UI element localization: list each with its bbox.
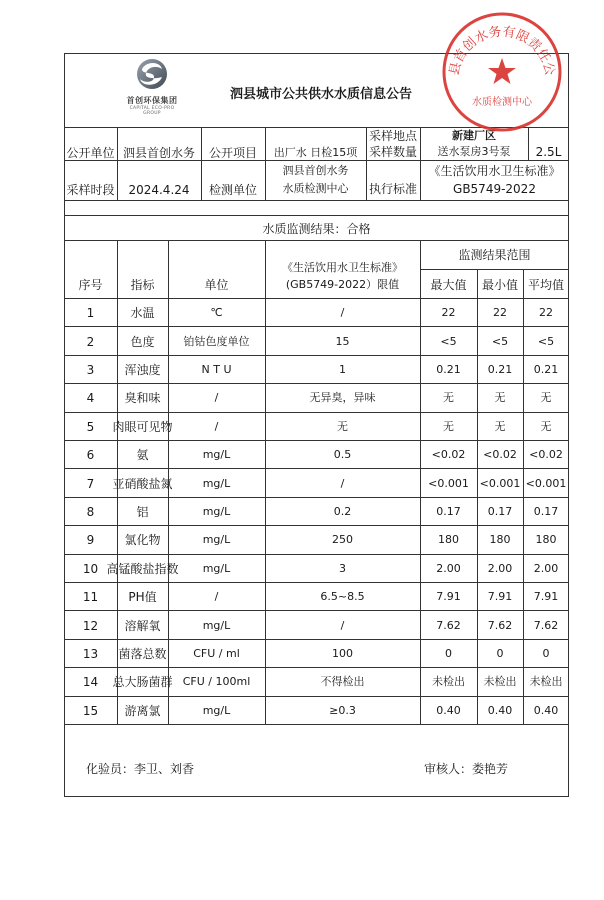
label-testing-unit: 检测单位 — [208, 183, 257, 197]
cell-seq: 6 — [86, 448, 95, 463]
sampling-location-line1: 新建厂区 — [452, 129, 496, 142]
cell-indicator: 色度 — [130, 334, 155, 349]
cell-indicator: 游离氯 — [124, 703, 161, 718]
cell-limit: / — [340, 476, 345, 490]
cell-avg: 22 — [539, 306, 553, 320]
cell-seq: 7 — [86, 476, 95, 491]
cell-limit: 无 — [337, 419, 348, 433]
reviewer-signature: 审核人：娄艳芳 — [424, 762, 509, 776]
standard-line2: GB5749-2022 — [453, 182, 536, 196]
cell-unit: CFU / 100ml — [182, 675, 251, 689]
col-header-seq: 序号 — [78, 278, 103, 292]
cell-unit: mg/L — [202, 703, 231, 717]
cell-min: 0.21 — [487, 362, 513, 376]
sampling-quantity-value: 2.5L — [535, 144, 562, 159]
col-header-max: 最大值 — [430, 278, 467, 292]
cell-seq: 15 — [82, 703, 99, 718]
divider — [64, 440, 569, 441]
col-header-indicator: 指标 — [130, 278, 155, 292]
cell-indicator: 臭和味 — [124, 391, 161, 406]
col-header-avg: 平均值 — [527, 278, 564, 292]
cell-seq: 2 — [86, 334, 95, 349]
cell-max: 未检出 — [432, 675, 465, 689]
cell-avg: 7.62 — [533, 618, 559, 632]
cell-seq: 1 — [86, 306, 95, 321]
cell-min: 0.17 — [487, 504, 513, 518]
cell-min: 0.40 — [487, 703, 513, 717]
cell-max: 0.17 — [436, 504, 461, 518]
cell-limit: ≥0.3 — [329, 703, 356, 717]
cell-unit: mg/L — [202, 618, 231, 632]
cell-avg: 0.17 — [533, 504, 559, 518]
cell-avg: 0.40 — [533, 703, 559, 717]
cell-max: 22 — [441, 306, 456, 320]
sampling-time-value: 2024.4.24 — [128, 183, 190, 197]
cell-seq: 8 — [86, 504, 95, 519]
cell-max: 0.40 — [436, 703, 461, 717]
col-header-min: 最小值 — [481, 278, 518, 292]
cell-indicator: 高锰酸盐指数 — [106, 561, 179, 576]
cell-limit: 250 — [332, 533, 353, 547]
cell-max: 0 — [445, 646, 452, 660]
cell-seq: 5 — [86, 419, 95, 434]
cell-indicator: PH值 — [128, 590, 157, 605]
cell-max: 无 — [443, 419, 454, 433]
cell-limit: 无异臭，异味 — [309, 391, 376, 405]
cell-min: <0.02 — [483, 448, 517, 462]
cell-seq: 12 — [82, 618, 99, 633]
label-sampling-quantity: 采样数量 — [368, 144, 417, 159]
cell-min: 无 — [494, 391, 506, 405]
seal-outer-text: 县首创水务有限责任公 — [447, 24, 557, 77]
cell-limit: 3 — [339, 561, 346, 575]
cell-max: <0.02 — [431, 448, 466, 462]
divider — [64, 160, 569, 161]
cell-min: <0.001 — [479, 476, 521, 490]
seal-inner-text: 水质检测中心 — [472, 97, 532, 108]
cell-unit: / — [214, 590, 219, 604]
cell-min: 0 — [496, 646, 504, 660]
cell-avg: 2.00 — [533, 561, 559, 575]
cell-max: <5 — [440, 334, 457, 348]
cell-max: <0.001 — [428, 476, 469, 490]
publish-unit-value: 泗县首创水务 — [122, 145, 195, 160]
divider — [64, 215, 569, 216]
cell-avg: 未检出 — [529, 675, 563, 689]
cell-seq: 14 — [82, 675, 99, 690]
cell-indicator: 总大肠菌群 — [112, 675, 173, 690]
col-header-range: 监测结果范围 — [458, 248, 531, 262]
cell-seq: 4 — [86, 391, 95, 406]
cell-avg: <0.001 — [525, 476, 567, 490]
cell-min: 7.62 — [487, 618, 513, 632]
divider — [64, 582, 569, 583]
cell-avg: 无 — [540, 391, 552, 405]
cell-indicator: 溶解氧 — [124, 618, 161, 633]
cell-min: 2.00 — [487, 561, 513, 575]
divider — [64, 724, 569, 725]
cell-indicator: 菌落总数 — [118, 646, 167, 661]
testing-unit-line2: 水质检测中心 — [282, 182, 349, 195]
cell-limit: 0.2 — [333, 504, 352, 518]
cell-avg: 180 — [535, 533, 557, 547]
cell-limit: 100 — [332, 646, 353, 660]
label-standard: 执行标准 — [368, 182, 417, 196]
label-publish-item: 公开项目 — [208, 145, 257, 160]
cell-unit: mg/L — [202, 504, 231, 518]
divider — [420, 269, 569, 270]
cell-unit: / — [214, 419, 219, 433]
cell-unit: / — [214, 391, 219, 405]
cell-max: 无 — [443, 391, 454, 405]
cell-unit: mg/L — [202, 561, 231, 575]
cell-seq: 10 — [82, 561, 99, 576]
cell-avg: <5 — [537, 334, 555, 348]
cell-seq: 13 — [82, 646, 99, 661]
cell-max: 2.00 — [436, 561, 461, 575]
cell-limit: 0.5 — [333, 448, 352, 462]
publish-item-value: 出厂水 日检15项 — [273, 145, 358, 159]
label-sampling-location: 采样地点 — [368, 128, 417, 143]
cell-min: 未检出 — [483, 675, 517, 689]
cell-max: 7.91 — [436, 590, 461, 604]
cell-indicator: 氯化物 — [124, 533, 161, 548]
cell-min: 无 — [494, 419, 506, 433]
testing-unit-line1: 泗县首创水务 — [282, 164, 349, 177]
cell-min: 180 — [489, 533, 511, 547]
cell-avg: 7.91 — [533, 590, 559, 604]
cell-min: 22 — [493, 306, 507, 320]
cell-limit: / — [340, 618, 345, 632]
official-seal — [440, 10, 564, 134]
divider — [64, 200, 569, 201]
cell-avg: <0.02 — [529, 448, 563, 462]
cell-avg: 无 — [540, 419, 552, 433]
cell-seq: 9 — [86, 533, 95, 548]
cell-limit: / — [340, 306, 345, 320]
logo-name: 首创环保集团 — [126, 96, 178, 105]
cell-min: <5 — [491, 334, 509, 348]
cell-max: 180 — [438, 533, 459, 547]
monitoring-result: 水质监测结果：合格 — [262, 222, 371, 236]
divider — [64, 240, 569, 241]
cell-unit: mg/L — [202, 533, 231, 547]
cell-unit: N T U — [201, 362, 232, 376]
sampling-location-line2: 送水泵房3号泵 — [437, 144, 511, 158]
col-header-unit: 单位 — [204, 278, 229, 292]
cell-unit: mg/L — [202, 476, 231, 490]
cell-seq: 3 — [86, 362, 95, 377]
cell-unit: 铂钴色度单位 — [183, 334, 250, 348]
cell-indicator: 亚硝酸盐氮 — [112, 476, 173, 491]
label-publish-unit: 公开单位 — [66, 145, 115, 160]
cell-limit: 不得检出 — [320, 675, 365, 689]
cell-max: 7.62 — [436, 618, 461, 632]
cell-unit: ℃ — [210, 306, 223, 320]
cell-min: 7.91 — [487, 590, 513, 604]
cell-indicator: 肉眼可见物 — [112, 419, 173, 434]
cell-limit: 6.5~8.5 — [320, 590, 365, 604]
cell-avg: 0.21 — [533, 362, 559, 376]
standard-line1: 《生活饮用水卫生标准》 — [428, 164, 561, 178]
col-header-limit-line2: (GB5749-2022）限值 — [285, 278, 400, 291]
star-icon — [488, 58, 516, 84]
logo-subtitle: CAPITAL ECO-PRO GROUP — [129, 106, 175, 116]
cell-indicator: 氨 — [136, 448, 149, 463]
cell-limit: 15 — [335, 334, 350, 348]
cell-max: 0.21 — [436, 362, 461, 376]
page-title: 泗县城市公共供水水质信息公告 — [230, 87, 413, 102]
cell-seq: 11 — [82, 590, 99, 605]
cell-unit: CFU / ml — [193, 646, 240, 660]
divider — [64, 298, 569, 299]
col-header-limit-line1: 《生活饮用水卫生标准》 — [282, 261, 403, 274]
cell-indicator: 浑浊度 — [124, 362, 161, 377]
cell-indicator: 水温 — [130, 306, 155, 321]
cell-unit: mg/L — [202, 448, 231, 462]
cell-limit: 1 — [339, 362, 346, 376]
label-sampling-time: 采样时段 — [66, 183, 115, 197]
cell-indicator: 铝 — [136, 504, 149, 519]
cell-avg: 0 — [542, 646, 550, 660]
tester-signature: 化验员：李卫、刘香 — [86, 762, 195, 776]
